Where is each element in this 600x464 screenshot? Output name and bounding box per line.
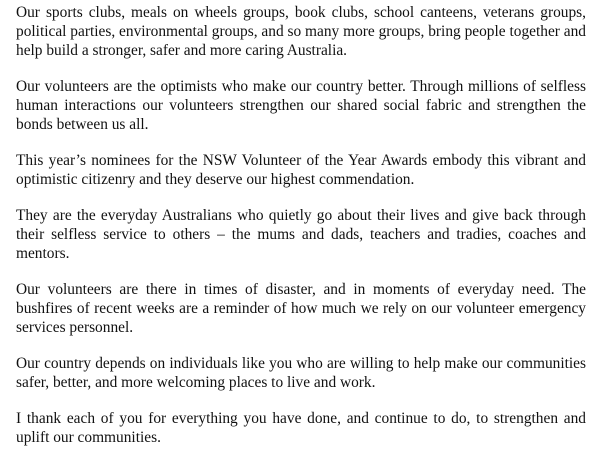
paragraph-nominees: This year’s nominees for the NSW Volunteer of the Year Awards embody this vibrant and optimistic citizenry and they deserve our highest commendation. <box>16 152 586 188</box>
paragraph-everyday-australians: They are the everyday Australians who quietly go about their lives and give back through their selfless service to others – the mums and dads, teachers and tradies, coaches and mentors. <box>16 207 586 262</box>
paragraph-thanks: I thank each of you for everything you have done, and continue to do, to strengthen and uplift our communities. <box>16 410 586 446</box>
paragraph-disaster-support: Our volunteers are there in times of disaster, and in moments of everyday need. The bushfires of recent weeks are a reminder of how much we rely on our volunteer emergency services personnel. <box>16 281 586 336</box>
paragraph-volunteers-optimists: Our volunteers are the optimists who make our country better. Through millions of selfless human interactions our volunteers strengthen our shared social fabric and strengthen the bonds between us all. <box>16 78 586 133</box>
paragraph-community-groups: Our sports clubs, meals on wheels groups, book clubs, school canteens, veterans groups, political parties, environmental groups, and so many more groups, bring people together and help build a stronger, safer and more caring Australia. <box>16 4 586 59</box>
document-body <box>16 0 586 464</box>
paragraph-country-depends: Our country depends on individuals like you who are willing to help make our communities safer, better, and more welcoming places to live and work. <box>16 355 586 391</box>
